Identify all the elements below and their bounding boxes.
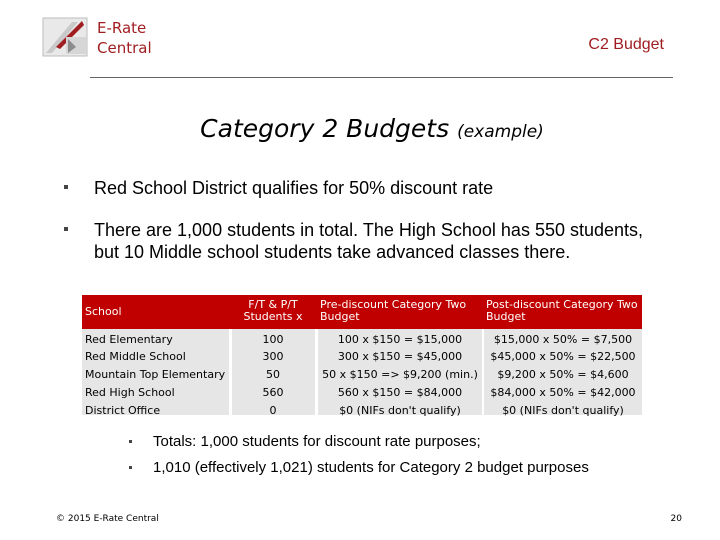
table-header-pre-discount: Pre-discount Category Two Budget xyxy=(320,298,467,323)
brand-line-1: E-Rate xyxy=(97,19,147,37)
table-cell-pre-discount: 300 x $150 = $45,000 xyxy=(337,350,463,363)
bullet-marker xyxy=(64,185,68,189)
summary-item xyxy=(153,432,673,452)
brand-line-2: Central xyxy=(97,39,152,57)
table-cell-post-discount: $45,000 x 50% = $22,500 xyxy=(490,350,636,363)
table-cell-students: 0 xyxy=(269,404,277,417)
table-cell-students: 100 xyxy=(262,333,284,346)
table-header-school: School xyxy=(85,305,122,318)
slide-title xyxy=(0,114,720,143)
bullet-item xyxy=(94,219,654,263)
table-header-post-discount: Post-discount Category Two Budget xyxy=(486,298,638,323)
table-cell-pre-discount: 560 x $150 = $84,000 xyxy=(337,386,463,399)
summary-text: 1,010 (effectively 1,021) students for Category 2 budget purposes xyxy=(153,459,589,476)
page-number: 20 xyxy=(670,514,682,524)
table-cell-school: Red Elementary xyxy=(85,333,173,346)
bullet-marker xyxy=(129,440,132,443)
table-cell-pre-discount: 50 x $150 => $9,200 (min.) xyxy=(322,368,478,381)
footer-copyright: © 2015 E-Rate Central xyxy=(56,514,159,524)
table-cell-pre-discount: 100 x $150 = $15,000 xyxy=(337,333,463,346)
bullet-marker xyxy=(64,227,68,231)
bullet-text: There are 1,000 students in total. The High School has 550 students, but 10 Middle school students take advanced classes there. xyxy=(94,220,644,262)
table-cell-students: 300 xyxy=(262,350,284,363)
table-cell-students: 50 xyxy=(266,368,280,381)
summary-item xyxy=(153,458,673,478)
header-divider xyxy=(90,77,673,78)
table-cell-post-discount: $0 (NIFs don't qualify) xyxy=(502,404,624,417)
budget-table xyxy=(82,295,642,419)
table-cell-school: Red High School xyxy=(85,386,175,399)
bullet-item xyxy=(94,177,674,199)
summary-text: Totals: 1,000 students for discount rate purposes; xyxy=(153,433,481,450)
title-sub: (example) xyxy=(457,122,544,142)
bullet-text: Red School District qualifies for 50% discount rate xyxy=(94,178,494,198)
brand-name xyxy=(97,18,152,58)
table-cell-school: District Office xyxy=(85,404,161,417)
table-cell-post-discount: $84,000 x 50% = $42,000 xyxy=(490,386,636,399)
table-cell-post-discount: $15,000 x 50% = $7,500 xyxy=(493,333,633,346)
title-main: Category 2 Budgets xyxy=(200,114,450,143)
table-cell-pre-discount: $0 (NIFs don't qualify) xyxy=(339,404,461,417)
table-cell-school: Mountain Top Elementary xyxy=(85,368,226,381)
erate-central-logo xyxy=(42,17,88,57)
table-cell-post-discount: $9,200 x 50% = $4,600 xyxy=(497,368,629,381)
table-cell-school: Red Middle School xyxy=(85,350,186,363)
table-cell-students: 560 xyxy=(262,386,284,399)
bullet-marker xyxy=(129,466,132,469)
section-label: C2 Budget xyxy=(588,36,664,53)
table-header-students: F/T & P/T Students x xyxy=(243,298,303,323)
